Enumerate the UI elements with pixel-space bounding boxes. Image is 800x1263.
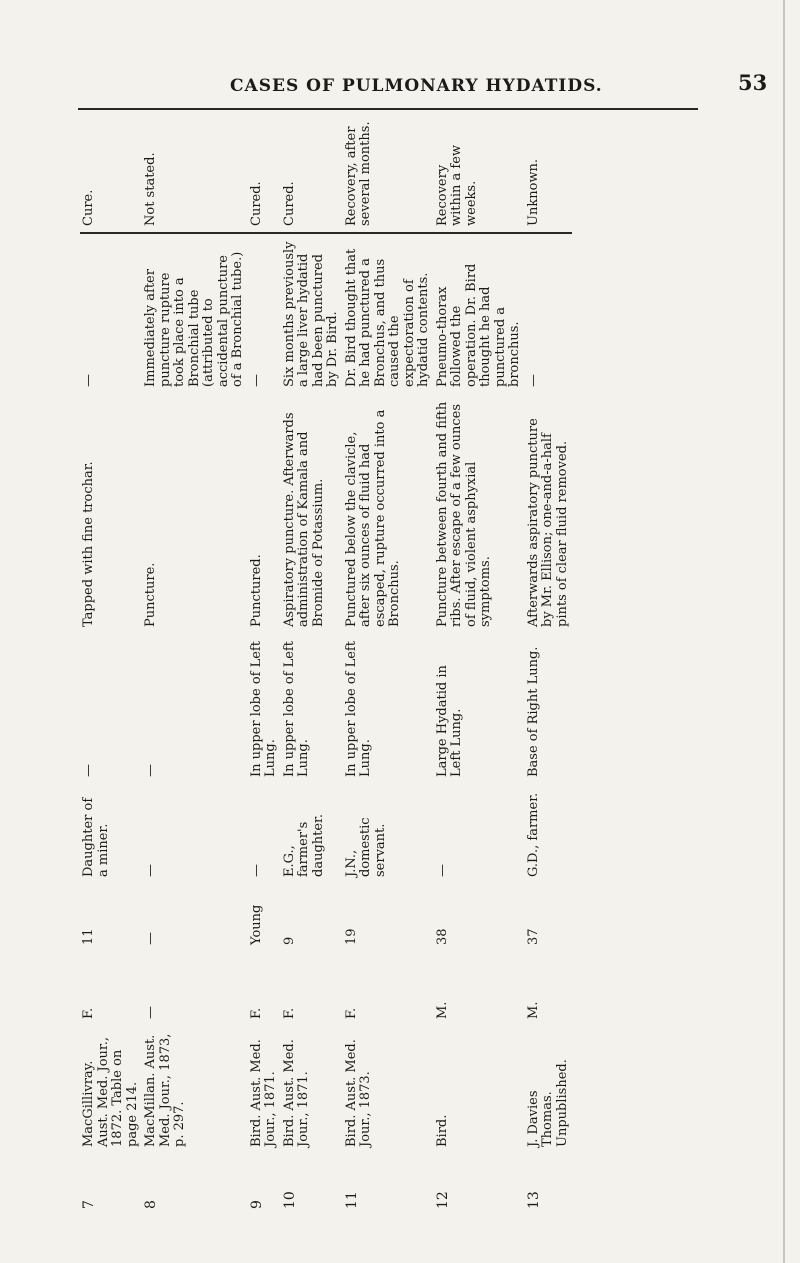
treatment-cell: Puncture between fourth and fifth ribs. After escape of a few ounces of fluid, violent asphyxial symptoms.: [434, 401, 493, 627]
treatment-cell: Puncture.: [143, 562, 158, 627]
remarks-cell: —: [81, 374, 96, 387]
header-rule: [78, 108, 698, 110]
table-row: [80, 115, 142, 1215]
case-table-rotated: [80, 115, 690, 1215]
table-row: [142, 115, 248, 1215]
reporter-cell: Bird. Aust. Med. Jour., 1871.: [281, 1039, 311, 1147]
seat-cell: In upper lobe of Left Lung.: [343, 641, 373, 777]
occupation-cell: —: [434, 864, 450, 877]
table-row: [343, 115, 434, 1215]
seat-cell: —: [81, 764, 96, 777]
sex-cell: F.: [248, 1007, 264, 1019]
case-number: 12: [434, 1191, 451, 1209]
page-header: [0, 70, 800, 106]
occupation-cell: —: [143, 864, 158, 877]
age-cell: 38: [434, 928, 450, 945]
case-number: 9: [248, 1200, 265, 1209]
seat-cell: —: [143, 764, 158, 777]
table-row: [281, 115, 343, 1215]
age-cell: 9: [281, 936, 297, 945]
remarks-cell: Pneumo-thorax followed the operation. Dr. Bird thought he had punctured a bronchus.: [434, 263, 522, 387]
sex-cell: F.: [281, 1007, 297, 1019]
case-number: 7: [81, 1200, 97, 1209]
seat-cell: In upper lobe of Left Lung.: [248, 641, 278, 777]
remarks-cell: Dr. Bird thought that he had punctured a Bronchus, and thus caused the expectoration of hydatid contents.: [343, 248, 431, 387]
reporter-cell: J. Davies Thomas. Unpublished.: [525, 1059, 570, 1147]
reporter-cell: Bird.: [434, 1114, 450, 1147]
reporter-cell: MacMillan. Aust. Med. Jour., 1873, p. 297.: [143, 1033, 187, 1147]
occupation-cell: G.D., farmer.: [525, 792, 541, 877]
occupation-cell: Daughter of a miner.: [81, 797, 111, 877]
result-cell: Cured.: [248, 115, 281, 233]
table-row: [248, 115, 281, 1215]
age-cell: 11: [81, 928, 96, 945]
case-number: 8: [143, 1200, 159, 1209]
reporter-cell: Bird. Aust. Med. Jour., 1871.: [248, 1039, 278, 1147]
sex-cell: F.: [343, 1007, 359, 1019]
result-cell: Recovery, after several months.: [343, 115, 434, 233]
case-number: 11: [343, 1191, 360, 1209]
seat-cell: Base of Right Lung.: [525, 646, 541, 777]
remarks-cell: —: [248, 374, 264, 387]
age-cell: 37: [525, 928, 541, 945]
result-cell: Cure.: [80, 115, 142, 233]
table-row: [525, 115, 573, 1215]
page-number: 53: [738, 70, 768, 95]
table-row: [434, 115, 525, 1215]
reporter-cell: Bird. Aust. Med. Jour., 1873.: [343, 1039, 373, 1147]
seat-cell: In upper lobe of Left Lung.: [281, 641, 311, 777]
result-cell: Not stated.: [142, 115, 248, 233]
result-cell: Cured.: [281, 115, 343, 233]
sex-cell: —: [143, 1006, 158, 1019]
sex-cell: M.: [434, 1001, 450, 1019]
remarks-cell: Six months previously a large liver hydatid had been punctured by Dr. Bird.: [281, 241, 340, 387]
age-cell: 19: [343, 928, 359, 945]
treatment-cell: Tapped with fine trochar.: [81, 461, 96, 627]
remarks-cell: —: [525, 374, 541, 387]
page-edge: [783, 0, 785, 1263]
treatment-cell: Afterwards aspiratory puncture by Mr. Ellison; one-and-a-half pints of clear fluid removed.: [525, 418, 570, 627]
case-table: [80, 115, 572, 1215]
occupation-cell: E.G., farmer's daughter.: [281, 814, 326, 877]
seat-cell: Large Hydatid in Left Lung.: [434, 665, 464, 777]
remarks-cell: Immediately after puncture rupture took place into a Bronchial tube (attributed to accidental puncture of a Bronchial tube.): [143, 251, 245, 387]
treatment-cell: Punctured below the clavicle, after six ounces of fluid had escaped, rupture occurred into a Bronchus.: [343, 409, 402, 627]
sex-cell: M.: [525, 1001, 541, 1019]
case-number: 13: [525, 1191, 542, 1209]
case-number: 10: [281, 1191, 298, 1209]
age-cell: —: [143, 932, 158, 945]
sex-cell: F.: [81, 1007, 96, 1019]
treatment-cell: Punctured.: [248, 554, 264, 627]
age-cell: Young: [248, 904, 264, 945]
occupation-cell: J.N., domestic servant.: [343, 817, 388, 877]
occupation-cell: —: [248, 864, 264, 877]
running-title: CASES OF PULMONARY HYDATIDS.: [230, 76, 603, 96]
reporter-cell: MacGillivray. Aust. Med. Jour., 1872. Table on page 214.: [81, 1037, 140, 1147]
result-cell: Recovery within a few weeks.: [434, 115, 525, 233]
result-cell: Unknown.: [525, 115, 573, 233]
treatment-cell: Aspiratory puncture. Afterwards administration of Kamala and Bromide of Potassium.: [281, 412, 326, 627]
